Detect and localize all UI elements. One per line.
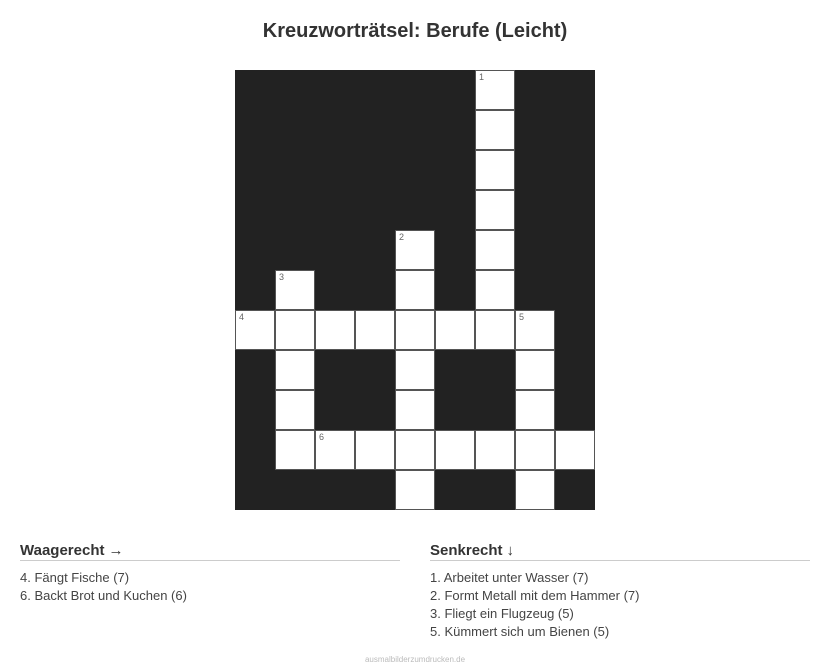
grid-cell[interactable] [315,430,355,470]
grid-cell[interactable] [515,350,555,390]
puzzle-title: Kreuzworträtsel: Berufe (Leicht) [262,20,568,42]
down-arrow-icon: ↓ [506,542,515,559]
grid-cell[interactable] [515,470,555,510]
across-clue-list [20,569,400,605]
across-clues-section [20,541,400,605]
grid-cell[interactable] [475,150,515,190]
grid-cell[interactable] [395,310,435,350]
grid-cell[interactable] [515,390,555,430]
grid-cell[interactable] [355,310,395,350]
grid-cell[interactable] [275,270,315,310]
grid-cell[interactable] [435,310,475,350]
down-clue-list [430,569,810,641]
grid-cell[interactable] [275,390,315,430]
watermark: ausmalbilderzumdrucken.de [364,655,466,664]
grid-cell[interactable] [235,310,275,350]
across-heading-label: Waagerecht [20,542,105,559]
grid-cell[interactable] [515,430,555,470]
grid-cell[interactable] [395,350,435,390]
clue-number: 3 [279,272,285,282]
grid-cell[interactable] [395,430,435,470]
grid-cell[interactable] [395,390,435,430]
grid-cell[interactable] [275,350,315,390]
right-arrow-icon: → [108,542,124,559]
grid-cell[interactable] [475,430,515,470]
grid-cell[interactable] [435,430,475,470]
grid-cell[interactable] [315,310,355,350]
clue-across-4: 4. Fängt Fische (7) [20,570,130,585]
clue-down-5: 5. Kümmert sich um Bienen (5) [430,624,610,639]
down-clues-section [430,541,810,641]
clue-across-6: 6. Backt Brot und Kuchen (6) [20,588,187,603]
grid-cell[interactable] [395,230,435,270]
down-heading-label: Senkrecht [430,542,503,559]
clue-number: 4 [239,312,245,322]
grid-cell[interactable] [475,270,515,310]
grid-cell[interactable] [475,230,515,270]
crossword-grid [235,70,595,510]
down-heading [430,541,810,561]
grid-cell[interactable] [355,430,395,470]
grid-cell[interactable] [395,270,435,310]
clue-down-1: 1. Arbeitet unter Wasser (7) [430,570,589,585]
grid-cell[interactable] [475,310,515,350]
grid-cell[interactable] [475,70,515,110]
grid-cell[interactable] [395,470,435,510]
grid-cell[interactable] [475,110,515,150]
clue-down-3: 3. Fliegt ein Flugzeug (5) [430,606,574,621]
clue-number: 1 [479,72,485,82]
clue-number: 5 [519,312,525,322]
grid-cell[interactable] [475,190,515,230]
clue-number: 6 [319,432,325,442]
grid-cell[interactable] [275,310,315,350]
clue-number: 2 [399,232,405,242]
across-heading [20,541,400,561]
grid-cell[interactable] [555,430,595,470]
grid-cell[interactable] [515,310,555,350]
clue-down-2: 2. Formt Metall mit dem Hammer (7) [430,588,640,603]
grid-cell[interactable] [275,430,315,470]
